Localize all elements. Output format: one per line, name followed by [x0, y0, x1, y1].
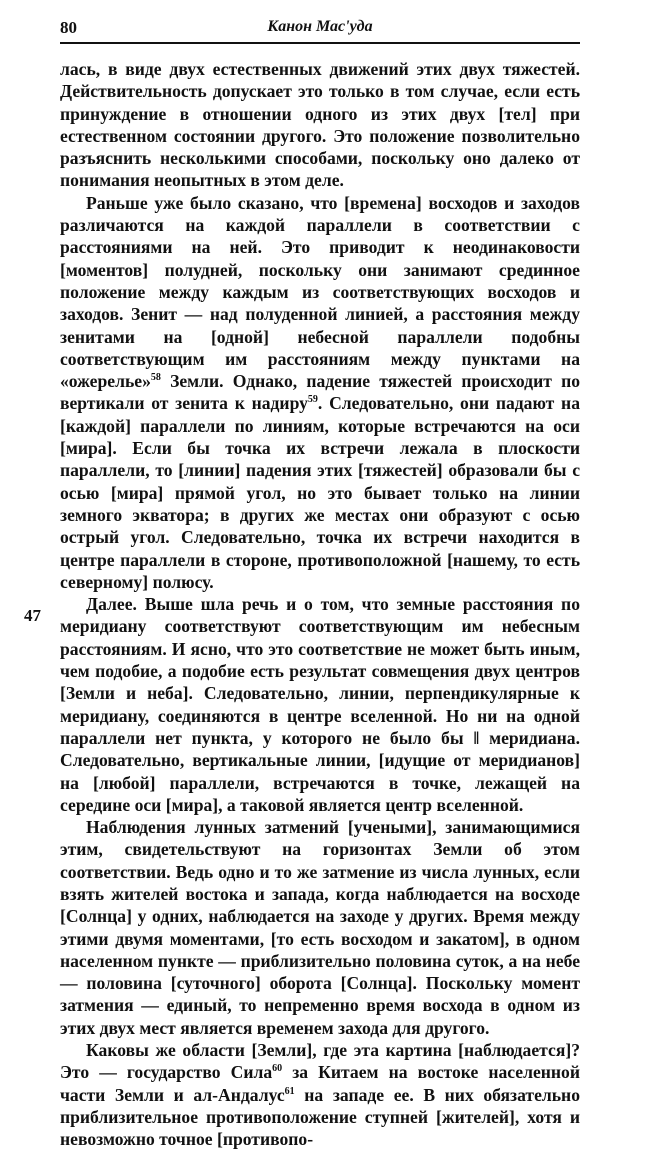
footnote-ref: 61 [284, 1085, 295, 1097]
paragraph-text: Земли. Однако, падение тяжестей происходит по вертикали от зенита к надиру [60, 371, 580, 414]
header-rule [60, 42, 580, 44]
paragraph-text: на западе ее. В них обязательно приблизительное противоположение ступней [жителей], хотя и невозможно точное [противопо- [60, 1084, 580, 1150]
paragraph-text: . Следовательно, они падают на [каждой] параллели по линиям, которые встречаются на оси [мира]. Если бы точка их встречи лежала в плоскости параллели, то [линии] падения этих [тяжестей] образовали бы с осью [мира] прямой угол, но это бывает только на линии земного экватора; в других же местах они образуют с осью острый угол. Следовательно, точка их встречи находится в центре параллели в стороне, противоположной [нашему, то есть северному] полюсу. [60, 393, 580, 592]
page-header [60, 18, 580, 46]
paragraph-text: за Китаем на востоке населенной части Земли и ал-Андалус [60, 1062, 580, 1105]
body-text [60, 58, 580, 1151]
footnote-ref: 59 [307, 394, 318, 406]
paragraph-text: Раньше уже было сказано, что [времена] восходов и заходов различаются на каждой параллели в соответствии с расстояниями на ней. Это приводит к неодинаковости [моментов] полудней, поскольку они занимают срединное положение между каждым из соответствующих восходов и заходов. Зенит — над полуденной линией, а расстояния между зенитами на [одной] небесной параллели подобны соответствующим им расстояниям между пунктами на «ожерелье» [60, 192, 580, 392]
page-number: 80 [60, 18, 77, 37]
paragraph-text: Каковы же области [Земли], где эта картина [наблюдается]? Это — государство Сила [60, 1040, 580, 1083]
footnote-ref: 60 [272, 1063, 283, 1075]
margin-page-marker: 47 [24, 606, 41, 625]
paragraph: лась, в виде двух естественных движений этих двух тяжестей. Действительность допускает это только в том случае, если есть принуждение в отношении одного из этих двух [тел] при естественном состоянии другого. Это положение позволительно разъяснить несколькими способами, поскольку оно далеко от понимания неопытных в этом деле. [60, 59, 580, 191]
footnote-ref: 58 [150, 372, 161, 384]
paragraph: Наблюдения лунных затмений [учеными], занимающимися этим, свидетельствуют на горизонтах Земли об этом соответствии. Ведь одно и то же затмение из числа лунных, если взять жителей востока и запада, когда наблюдается на восходе [Солнца] у одних, наблюдается на заходе у других. Время между этими двумя моментами, [то есть восходом и закатом], в одном населенном пункте — приблизительно половина суток, а на небе — половина [суточного] оборота [Солнца]. Поскольку момент затмения — единый, то непременно время восхода в одном из этих двух мест является временем захода для другого. [60, 817, 580, 1038]
paragraph [60, 1039, 580, 1150]
paragraph [60, 192, 580, 593]
running-title: Канон Мас'уда [267, 18, 373, 35]
paragraph: Далее. Выше шла речь и о том, что земные расстояния по меридиану соответствуют соответствующим им небесным расстояниям. И ясно, что это соответствие не может быть иным, чем подобие, а подобие есть результат совмещения двух центров [Земли и неба]. Следовательно, линии, перпендикулярные к меридиану, соединяются в центре вселенной. Но ни на одной параллели нет пункта, у которого не было бы ‖ меридиана. Следовательно, вертикальные линии, [идущие от меридианов] на [любой] параллели, встречаются в точке, лежащей на середине оси [мира], а таковой является центр вселенной. [60, 594, 580, 815]
